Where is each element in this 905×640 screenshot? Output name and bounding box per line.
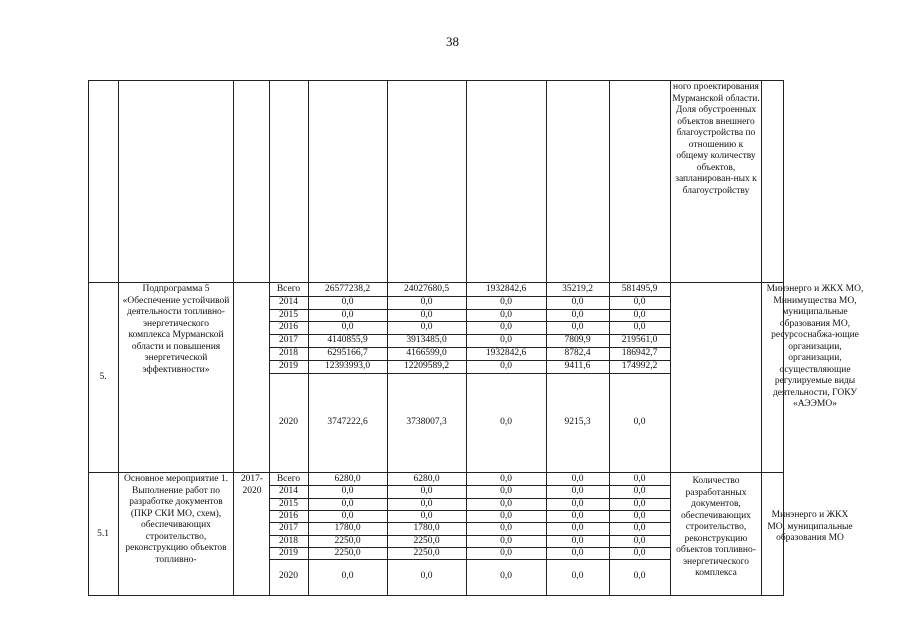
- row51-c2-cell: 1780,0: [413, 523, 440, 534]
- row51-c2-cell: 0,0: [420, 486, 433, 497]
- row5-c1-cell: 12393993,0: [324, 360, 371, 371]
- col-line-name: [118, 80, 119, 596]
- row5-year-cell: Всего: [276, 284, 301, 294]
- row51-year-cell: 2014: [279, 486, 298, 497]
- row51-c4-cell: 0,0: [571, 510, 584, 521]
- row51-c2-cell: 2250,0: [413, 535, 440, 546]
- row5-c4-cell: 9215,3: [564, 416, 591, 427]
- row5-year-cell: 2016: [279, 322, 298, 333]
- row5-c3-cell: 1932842,6: [485, 348, 527, 358]
- row51-c5-cell: 0,0: [633, 498, 646, 509]
- row51-number: 5.1: [97, 529, 109, 539]
- row5-c5-cell: 0,0: [633, 416, 646, 427]
- row-sep-row5: [88, 472, 784, 473]
- row5-c2-cell: 24027680,5: [403, 284, 450, 294]
- row51-c3-cell: 0,0: [500, 523, 512, 534]
- row51-year-cell: 2016: [279, 510, 298, 521]
- row51-c3-cell: 0,0: [500, 547, 512, 558]
- row51-c1-cell: 0,0: [341, 486, 354, 497]
- row51-c4-cell: 0,0: [571, 486, 584, 497]
- row51-c5-cell: 0,0: [633, 547, 646, 558]
- row51-year-cell: 2017: [279, 523, 298, 534]
- row51-c2-cell: 2250,0: [413, 547, 440, 558]
- row5-c5-cell: 581495,9: [621, 284, 658, 294]
- row51-c4-cell: 0,0: [571, 571, 584, 582]
- row5-year-cell: 2020: [279, 416, 298, 427]
- row51-c4-cell: 0,0: [571, 535, 584, 546]
- row51-c5-cell: 0,0: [633, 474, 646, 484]
- row5-c2-cell: 0,0: [420, 322, 433, 333]
- row51-c4-cell: 0,0: [571, 523, 584, 534]
- row51-year-cell: Всего: [276, 474, 301, 484]
- row5-row-line: [269, 373, 670, 374]
- row5-c3-cell: 0,0: [500, 360, 512, 371]
- row5-c1-cell: 3747222,6: [327, 416, 368, 427]
- row51-year-cell: 2019: [279, 547, 298, 558]
- col-line-indicator: [670, 80, 671, 596]
- row5-c1-cell: 26577238,2: [324, 284, 371, 294]
- row51-c4-cell: 0,0: [571, 474, 584, 484]
- row51-indicator: Количество разработанных документов, обеспечивающих строительство, реконструкцию объектов топливно-энергетического комплекса: [676, 476, 756, 578]
- row5-year-cell: 2015: [279, 309, 298, 320]
- row5-year-cell: 2017: [279, 335, 298, 346]
- col-line-term: [233, 80, 234, 596]
- page-number: 38: [446, 34, 459, 49]
- row5-c5-cell: 219561,0: [621, 335, 658, 346]
- row5-number: 5.: [99, 372, 107, 382]
- row51-c5-cell: 0,0: [633, 535, 646, 546]
- row5-c2-cell: 3738007,3: [406, 416, 447, 427]
- row51-c2-cell: 0,0: [420, 510, 433, 521]
- row51-c3-cell: 0,0: [500, 486, 512, 497]
- row51-c5-cell: 0,0: [633, 523, 646, 534]
- row5-c5-cell: 0,0: [633, 309, 646, 320]
- row5-c2-cell: 3913485,0: [406, 335, 447, 346]
- row5-year-cell: 2019: [279, 360, 298, 371]
- row5-c3-cell: 0,0: [500, 296, 512, 307]
- row51-c5-cell: 0,0: [633, 510, 646, 521]
- row51-c5-cell: 0,0: [633, 571, 646, 582]
- row5-c3-cell: 0,0: [500, 335, 512, 346]
- row5-c1-cell: 4140855,9: [327, 335, 368, 346]
- row51-c4-cell: 0,0: [571, 547, 584, 558]
- row5-c1-cell: 0,0: [341, 309, 354, 320]
- row5-c3-cell: 0,0: [500, 309, 512, 320]
- row51-c1-cell: 2250,0: [334, 535, 361, 546]
- row5-c1-cell: 6295166,7: [327, 348, 368, 358]
- row5-c5-cell: 0,0: [633, 322, 646, 333]
- row5-c4-cell: 35219,2: [562, 284, 593, 294]
- row5-c5-cell: 174992,2: [621, 360, 658, 371]
- row5-c2-cell: 0,0: [420, 296, 433, 307]
- row51-c1-cell: 0,0: [341, 510, 354, 521]
- row51-c2-cell: 6280,0: [413, 474, 440, 484]
- row51-year-cell: 2015: [279, 498, 298, 509]
- row51-c3-cell: 0,0: [500, 474, 512, 484]
- row51-c4-cell: 0,0: [571, 498, 584, 509]
- row5-year-cell: 2014: [279, 296, 298, 307]
- row5-c1-cell: 0,0: [341, 296, 354, 307]
- row51-row-line: [269, 559, 670, 560]
- row51-year-cell: 2018: [279, 535, 298, 546]
- row5-c3-cell: 1932842,6: [485, 284, 527, 294]
- row5-c5-cell: 186942,7: [621, 348, 658, 358]
- row-sep-top-block: [88, 282, 784, 283]
- row51-executors: Минэнерго и ЖКХ МО, муниципальные образования МО: [767, 510, 853, 543]
- table-border-top: [88, 80, 784, 81]
- row5-name: Подпрограмма 5 «Обеспечение устойчивой деятельности топливно-энергетического комплекса Мурманской области и повышения энергетической эффективности»: [122, 284, 230, 375]
- row51-c2-cell: 0,0: [420, 571, 433, 582]
- row51-c5-cell: 0,0: [633, 486, 646, 497]
- row5-c4-cell: 0,0: [571, 322, 584, 333]
- row51-name: Основное мероприятие 1. Выполнение работ по разработке документов (ПКР СКИ МО, схем), обеспечивающих строительство, реконструкцию объектов топливно-: [124, 474, 228, 565]
- row51-c3-cell: 0,0: [500, 571, 512, 582]
- row5-c1-cell: 0,0: [341, 322, 354, 333]
- row5-executors: Минэнерго и ЖКХ МО, Минимущества МО, муниципальные образования МО, ресурсоснабжа-ющие организации, организации, осуществляющие регулируемые виды деятельности, ГОКУ «АЭЭМО»: [766, 284, 864, 409]
- row5-year-cell: 2018: [279, 348, 298, 358]
- row51-term: 2017-2020: [240, 474, 264, 496]
- row5-c2-cell: 4166599,0: [406, 348, 447, 358]
- row5-c4-cell: 8782,4: [564, 348, 591, 358]
- row51-c1-cell: 0,0: [341, 498, 354, 509]
- row5-c4-cell: 0,0: [571, 309, 584, 320]
- row5-c3-cell: 0,0: [500, 416, 512, 427]
- row51-c1-cell: 6280,0: [334, 474, 361, 484]
- top-indicator-text: ного проектирования Мурманской области. Доля обустроенных объектов внешнего благоустройства по отношению к общему количеству объектов, запланирован-ных к благоустройству: [672, 82, 760, 196]
- row51-year-cell: 2020: [279, 571, 298, 582]
- row5-c2-cell: 0,0: [420, 309, 433, 320]
- row51-c1-cell: 0,0: [341, 571, 354, 582]
- row51-c3-cell: 0,0: [500, 510, 512, 521]
- row5-c5-cell: 0,0: [633, 296, 646, 307]
- row5-c3-cell: 0,0: [500, 322, 512, 333]
- row5-c4-cell: 0,0: [571, 296, 584, 307]
- row5-c2-cell: 12209589,2: [403, 360, 450, 371]
- row51-c1-cell: 1780,0: [334, 523, 361, 534]
- budget-table: [88, 80, 864, 596]
- row5-c4-cell: 9411,6: [564, 360, 591, 371]
- row51-c3-cell: 0,0: [500, 498, 512, 509]
- table-border-bottom: [88, 595, 784, 596]
- row51-c1-cell: 2250,0: [334, 547, 361, 558]
- row51-c2-cell: 0,0: [420, 498, 433, 509]
- row5-c4-cell: 7809,9: [564, 335, 591, 346]
- row51-c3-cell: 0,0: [500, 535, 512, 546]
- table-border-left: [88, 80, 89, 596]
